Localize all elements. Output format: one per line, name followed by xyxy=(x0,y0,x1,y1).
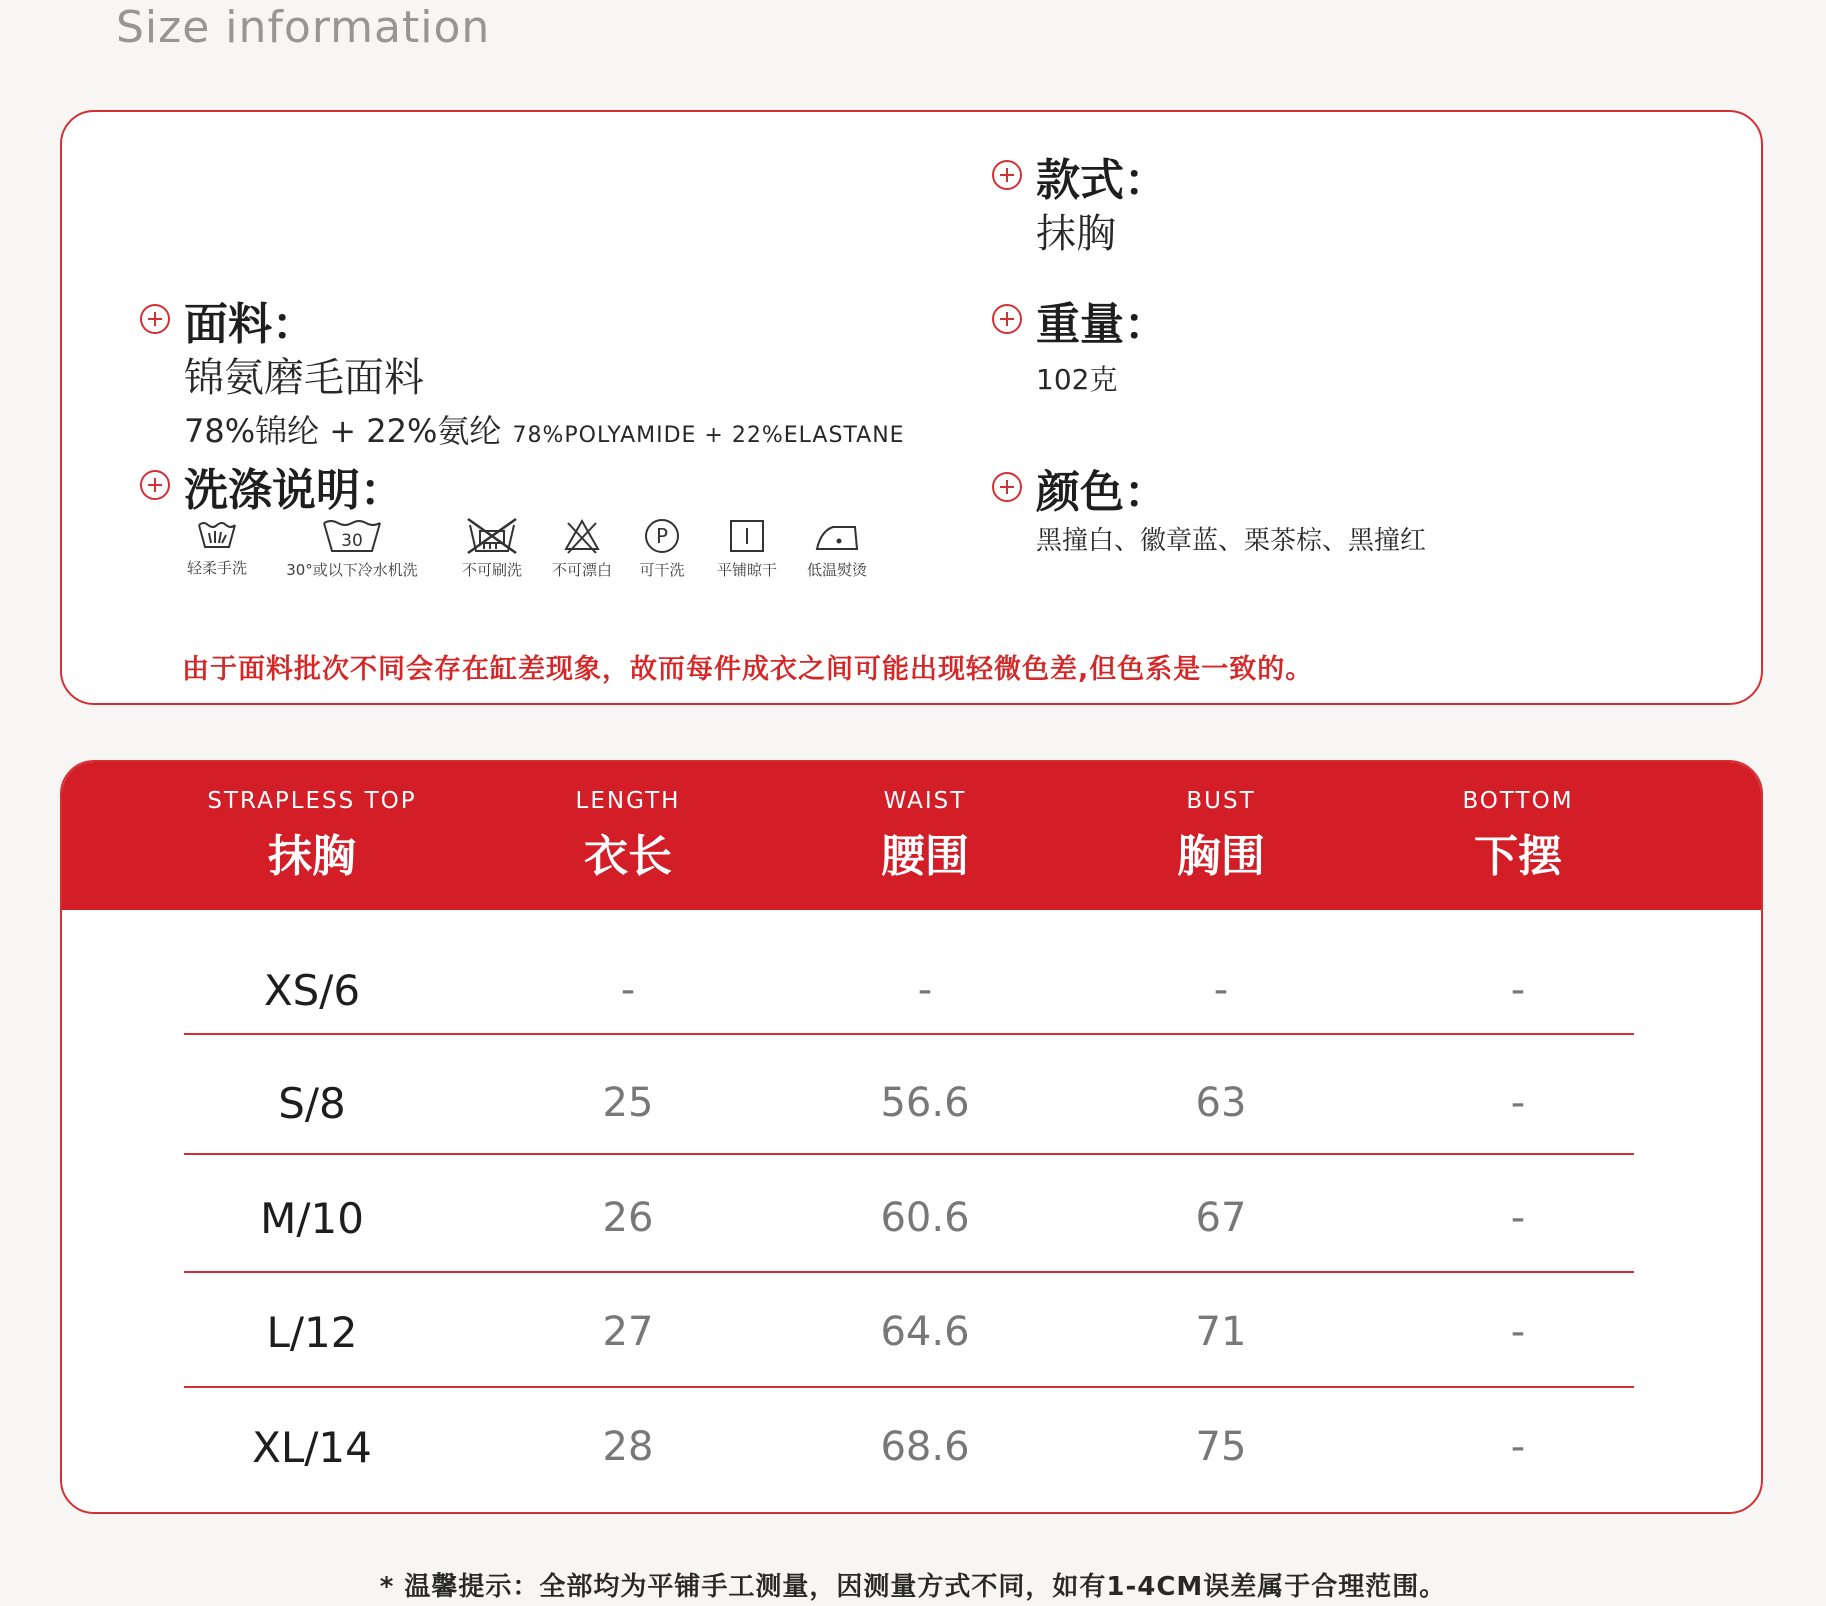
wash-temperature: 30 xyxy=(341,531,363,551)
row-divider xyxy=(184,1271,1634,1273)
waist-cell: 60.6 xyxy=(880,1195,970,1241)
bust-cell: 63 xyxy=(1195,1080,1247,1126)
bottom-cell: - xyxy=(1510,967,1526,1013)
row-divider xyxy=(184,1386,1634,1388)
bottom-cell: - xyxy=(1510,1424,1526,1470)
bust-cell: 75 xyxy=(1195,1424,1247,1470)
column-header-style xyxy=(162,788,462,884)
column-header-en: WAIST xyxy=(883,788,967,814)
waist-cell: 56.6 xyxy=(880,1080,970,1126)
length-cell: 26 xyxy=(602,1195,654,1241)
care-icons xyxy=(177,517,937,597)
style-value: 抹胸 xyxy=(1036,211,1116,257)
hand-wash-icon xyxy=(195,517,239,553)
column-header-waist xyxy=(775,788,1075,884)
fabric-name: 锦氨磨毛面料 xyxy=(184,355,424,401)
wash-30-icon xyxy=(320,517,384,555)
fabric-composition-cn: 78%锦纶 + 22%氨纶 xyxy=(184,412,502,450)
bottom-cell: - xyxy=(1510,1195,1526,1241)
column-header-en: BUST xyxy=(1186,788,1256,814)
care-item-low-iron xyxy=(792,517,882,580)
length-cell: 28 xyxy=(602,1424,654,1470)
low-iron-icon xyxy=(813,517,861,555)
care-label-no-brush: 不可刷洗 xyxy=(461,561,522,579)
color-variation-note: 由于面料批次不同会存在缸差现象，故而每件成衣之间可能出现轻微色差,但色系是一致的。 xyxy=(182,654,1314,685)
column-header-cn: 腰围 xyxy=(881,831,969,882)
color-label: 颜色： xyxy=(1036,467,1168,518)
care-label-no-bleach: 不可漂白 xyxy=(551,561,612,579)
page-title: Size information xyxy=(116,2,491,53)
column-header-bust xyxy=(1071,788,1371,884)
row-divider xyxy=(184,1033,1634,1035)
column-header-cn: 抹胸 xyxy=(268,831,356,882)
bust-cell: 71 xyxy=(1195,1309,1247,1355)
size-cell: S/8 xyxy=(278,1078,346,1128)
bust-cell: - xyxy=(1213,967,1229,1013)
plus-circle-icon xyxy=(992,472,1022,502)
plus-circle-icon xyxy=(992,160,1022,190)
waist-cell: - xyxy=(917,967,933,1013)
size-cell: L/12 xyxy=(266,1307,358,1357)
size-cell: M/10 xyxy=(260,1193,364,1243)
fabric-label: 面料： xyxy=(184,299,316,350)
care-label-flat-dry: 平铺晾干 xyxy=(716,561,777,579)
plus-circle-icon xyxy=(992,304,1022,334)
size-table xyxy=(60,760,1763,1514)
care-item-dry-clean xyxy=(627,517,697,580)
row-divider xyxy=(184,1153,1634,1155)
length-cell: 27 xyxy=(602,1309,654,1355)
care-item-no-bleach xyxy=(542,517,622,580)
dry-clean-letter: P xyxy=(655,524,669,548)
color-value: 黑撞白、徽章蓝、栗茶棕、黑撞红 xyxy=(1036,526,1427,556)
bust-cell: 67 xyxy=(1195,1195,1247,1241)
table-row xyxy=(184,1275,1634,1389)
size-table-header xyxy=(62,762,1761,910)
plus-circle-icon xyxy=(140,470,170,500)
measurement-note: * 温馨提示：全部均为平铺手工测量，因测量方式不同，如有1-4CM误差属于合理范围。 xyxy=(379,1572,1447,1602)
fabric-composition xyxy=(184,406,905,452)
care-item-wash-30 xyxy=(272,517,432,580)
weight-value: 102克 xyxy=(1036,363,1118,396)
column-header-cn: 胸围 xyxy=(1177,831,1265,882)
care-label-hand-wash: 轻柔手洗 xyxy=(186,559,247,577)
bottom-cell: - xyxy=(1510,1080,1526,1126)
size-cell: XS/6 xyxy=(263,965,361,1015)
column-header-cn: 下摆 xyxy=(1474,831,1562,882)
table-row xyxy=(184,1390,1634,1504)
care-item-hand-wash xyxy=(177,517,257,578)
column-header-en: STRAPLESS TOP xyxy=(207,788,417,814)
care-label-low-iron: 低温熨烫 xyxy=(806,561,867,579)
column-header-cn: 衣长 xyxy=(584,831,672,882)
care-item-flat-dry xyxy=(702,517,792,580)
table-row xyxy=(184,1046,1634,1160)
no-brush-wash-icon xyxy=(464,517,520,555)
column-header-en: BOTTOM xyxy=(1462,788,1574,814)
plus-circle-icon xyxy=(140,304,170,334)
column-header-bottom xyxy=(1368,788,1668,884)
style-label: 款式： xyxy=(1036,155,1168,206)
fabric-composition-en: 78%POLYAMIDE + 22%ELASTANE xyxy=(512,423,905,448)
flat-dry-icon xyxy=(727,517,767,555)
dry-clean-p-icon xyxy=(642,517,682,555)
table-row xyxy=(184,1161,1634,1275)
care-item-no-brush xyxy=(447,517,537,580)
table-row xyxy=(184,933,1634,1047)
waist-cell: 64.6 xyxy=(880,1309,970,1355)
column-header-en: LENGTH xyxy=(575,788,681,814)
care-label: 洗涤说明： xyxy=(184,465,404,516)
care-label-dry-clean: 可干洗 xyxy=(639,561,685,579)
weight-label: 重量： xyxy=(1036,299,1168,350)
care-label-wash-30: 30°或以下冷水机洗 xyxy=(286,561,418,579)
column-header-length xyxy=(478,788,778,884)
waist-cell: 68.6 xyxy=(880,1424,970,1470)
product-info-card xyxy=(60,110,1763,705)
bottom-cell: - xyxy=(1510,1309,1526,1355)
no-bleach-icon xyxy=(562,517,602,555)
length-cell: - xyxy=(620,967,636,1013)
size-cell: XL/14 xyxy=(252,1422,372,1472)
length-cell: 25 xyxy=(602,1080,654,1126)
